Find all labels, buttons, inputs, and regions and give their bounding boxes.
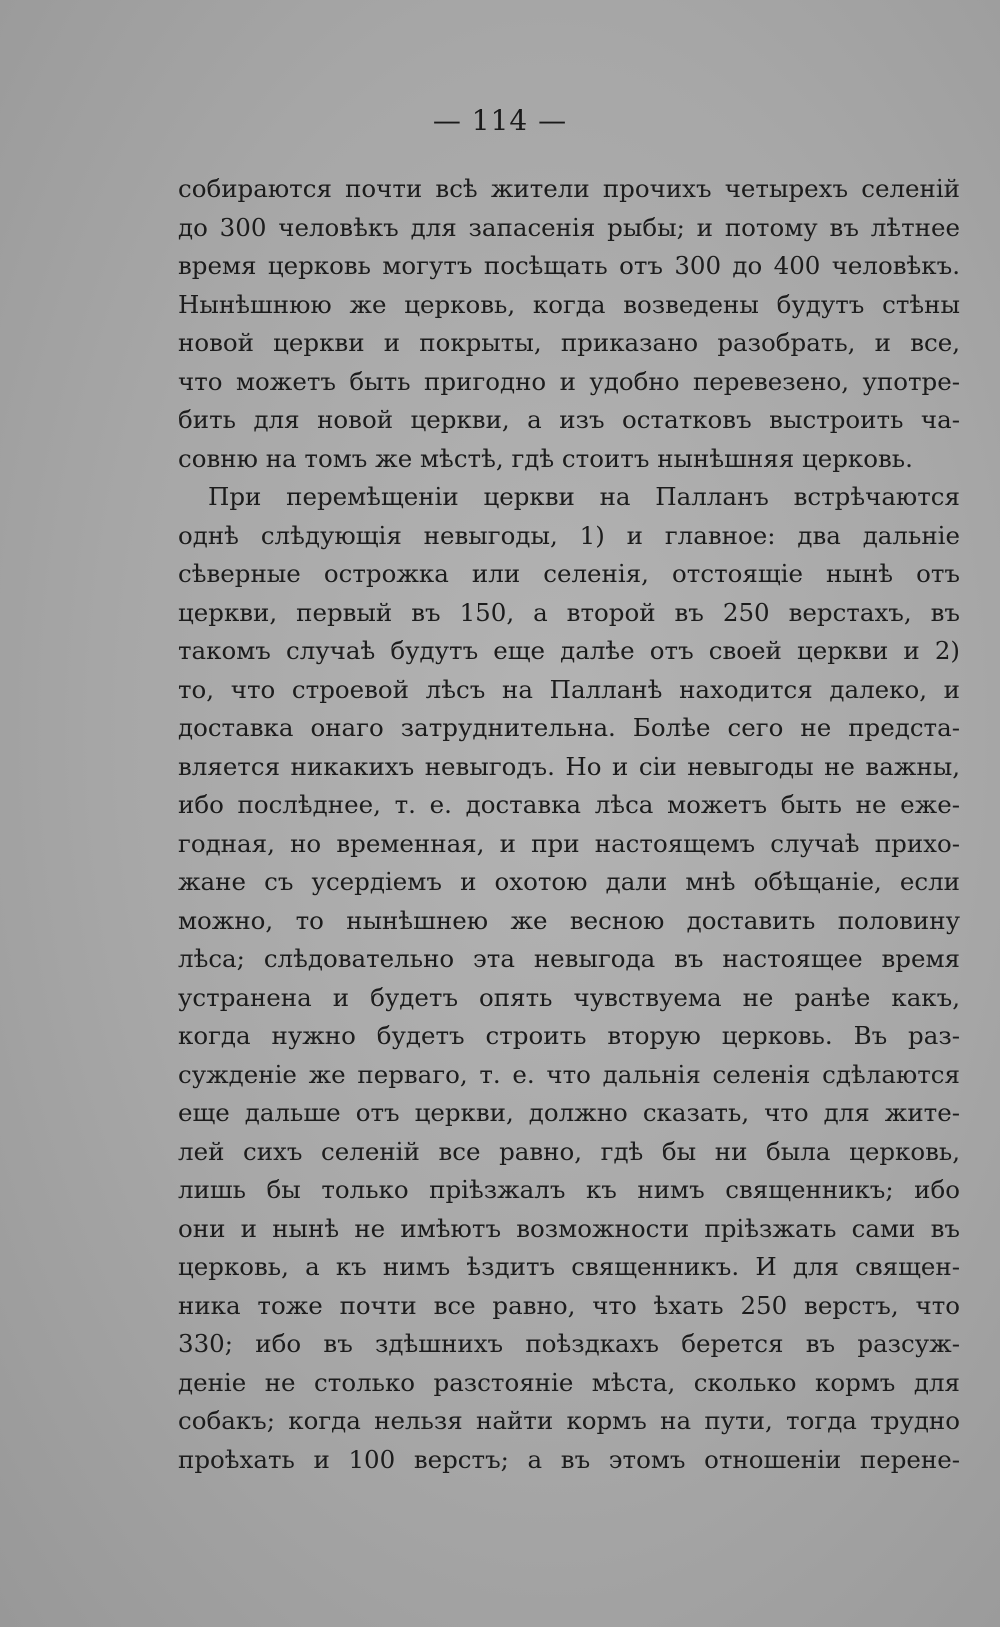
text-line: однѣ слѣдующiя невыгоды, 1) и главное: два дальнiе [178, 520, 960, 550]
text-line: церковь, а къ нимъ ѣздитъ священникъ. И для священ- [178, 1252, 960, 1281]
text-line: ника тоже почти все равно, что ѣхать 250 верстъ, что [178, 1290, 960, 1320]
text-line: 330; ибо въ здѣшнихъ поѣздкахъ берется въ разсуж- [178, 1329, 960, 1358]
text-line: доставка онаго затруднительна. Болѣе сего не предста- [178, 713, 960, 742]
body-text [178, 170, 960, 1479]
page-number: — 114 — [432, 104, 568, 137]
text-line: такомъ случаѣ будутъ еще далѣе отъ своей церкви и 2) [178, 636, 960, 665]
text-line: При перемѣщенiи церкви на Палланъ встрѣчаются [208, 482, 960, 511]
text-line: церкви, первый въ 150, а второй въ 250 верстахъ, въ [178, 597, 960, 627]
text-line: до 300 человѣкъ для запасенiя рыбы; и потому въ лѣтнее [178, 212, 960, 242]
text-line: новой церкви и покрыты, приказано разобрать, и все, [178, 328, 960, 357]
text-line: проѣхать и 100 верстъ; а въ этомъ отношенiи перене- [178, 1444, 960, 1474]
text-line: ибо послѣднее, т. е. доставка лѣса можетъ быть не еже- [178, 790, 960, 819]
text-line: лей сихъ селенiй все равно, гдѣ бы ни была церковь, [178, 1136, 960, 1166]
text-line: собакъ; когда нельзя найти кормъ на пути, тогда трудно [178, 1406, 960, 1435]
text-line: совню на томъ же мѣстѣ, гдѣ стоитъ нынѣшняя церковь. [178, 443, 913, 473]
text-line: Нынѣшнюю же церковь, когда возведены будутъ стѣны [178, 289, 960, 319]
text-line: сужденiе же перваго, т. е. что дальнiя селенiя сдѣлаются [178, 1059, 960, 1089]
text-line: устранена и будетъ опять чувствуема не ранѣе какъ, [178, 982, 960, 1012]
text-line: еще дальше отъ церкви, должно сказать, что для жите- [178, 1098, 960, 1127]
text-line: сѣверные острожка или селенiя, отстоящiе нынѣ отъ [178, 559, 960, 588]
text-line: жане съ усердiемъ и охотою дали мнѣ обѣщанiе, если [178, 867, 960, 896]
text-line: бить для новой церкви, а изъ остатковъ выстроить ча- [178, 405, 960, 434]
text-line: то, что строевой лѣсъ на Палланѣ находится далеко, и [178, 674, 960, 704]
text-line: вляется никакихъ невыгодъ. Но и сiи невыгоды не важны, [178, 751, 960, 781]
text-line: лишь бы только прiѣзжалъ къ нимъ священникъ; ибо [178, 1175, 960, 1204]
text-line: можно, то нынѣшнею же весною доставить половину [178, 905, 960, 935]
text-line: когда нужно будетъ строить вторую церковь. Въ раз- [178, 1021, 960, 1050]
text-line: лѣса; слѣдовательно эта невыгода въ настоящее время [178, 944, 960, 973]
text-line: они и нынѣ не имѣютъ возможности прiѣзжать сами въ [178, 1213, 960, 1243]
text-line: денiе не столько разстоянiе мѣста, сколько кормъ для [178, 1367, 960, 1397]
text-line: время церковь могутъ посѣщать отъ 300 до 400 человѣкъ. [178, 251, 960, 280]
text-line: годная, но временная, и при настоящемъ случаѣ прихо- [178, 828, 960, 858]
text-line: что можетъ быть пригодно и удобно перевезено, употре- [178, 366, 960, 396]
text-line: собираются почти всѣ жители прочихъ четырехъ селенiй [178, 174, 960, 203]
